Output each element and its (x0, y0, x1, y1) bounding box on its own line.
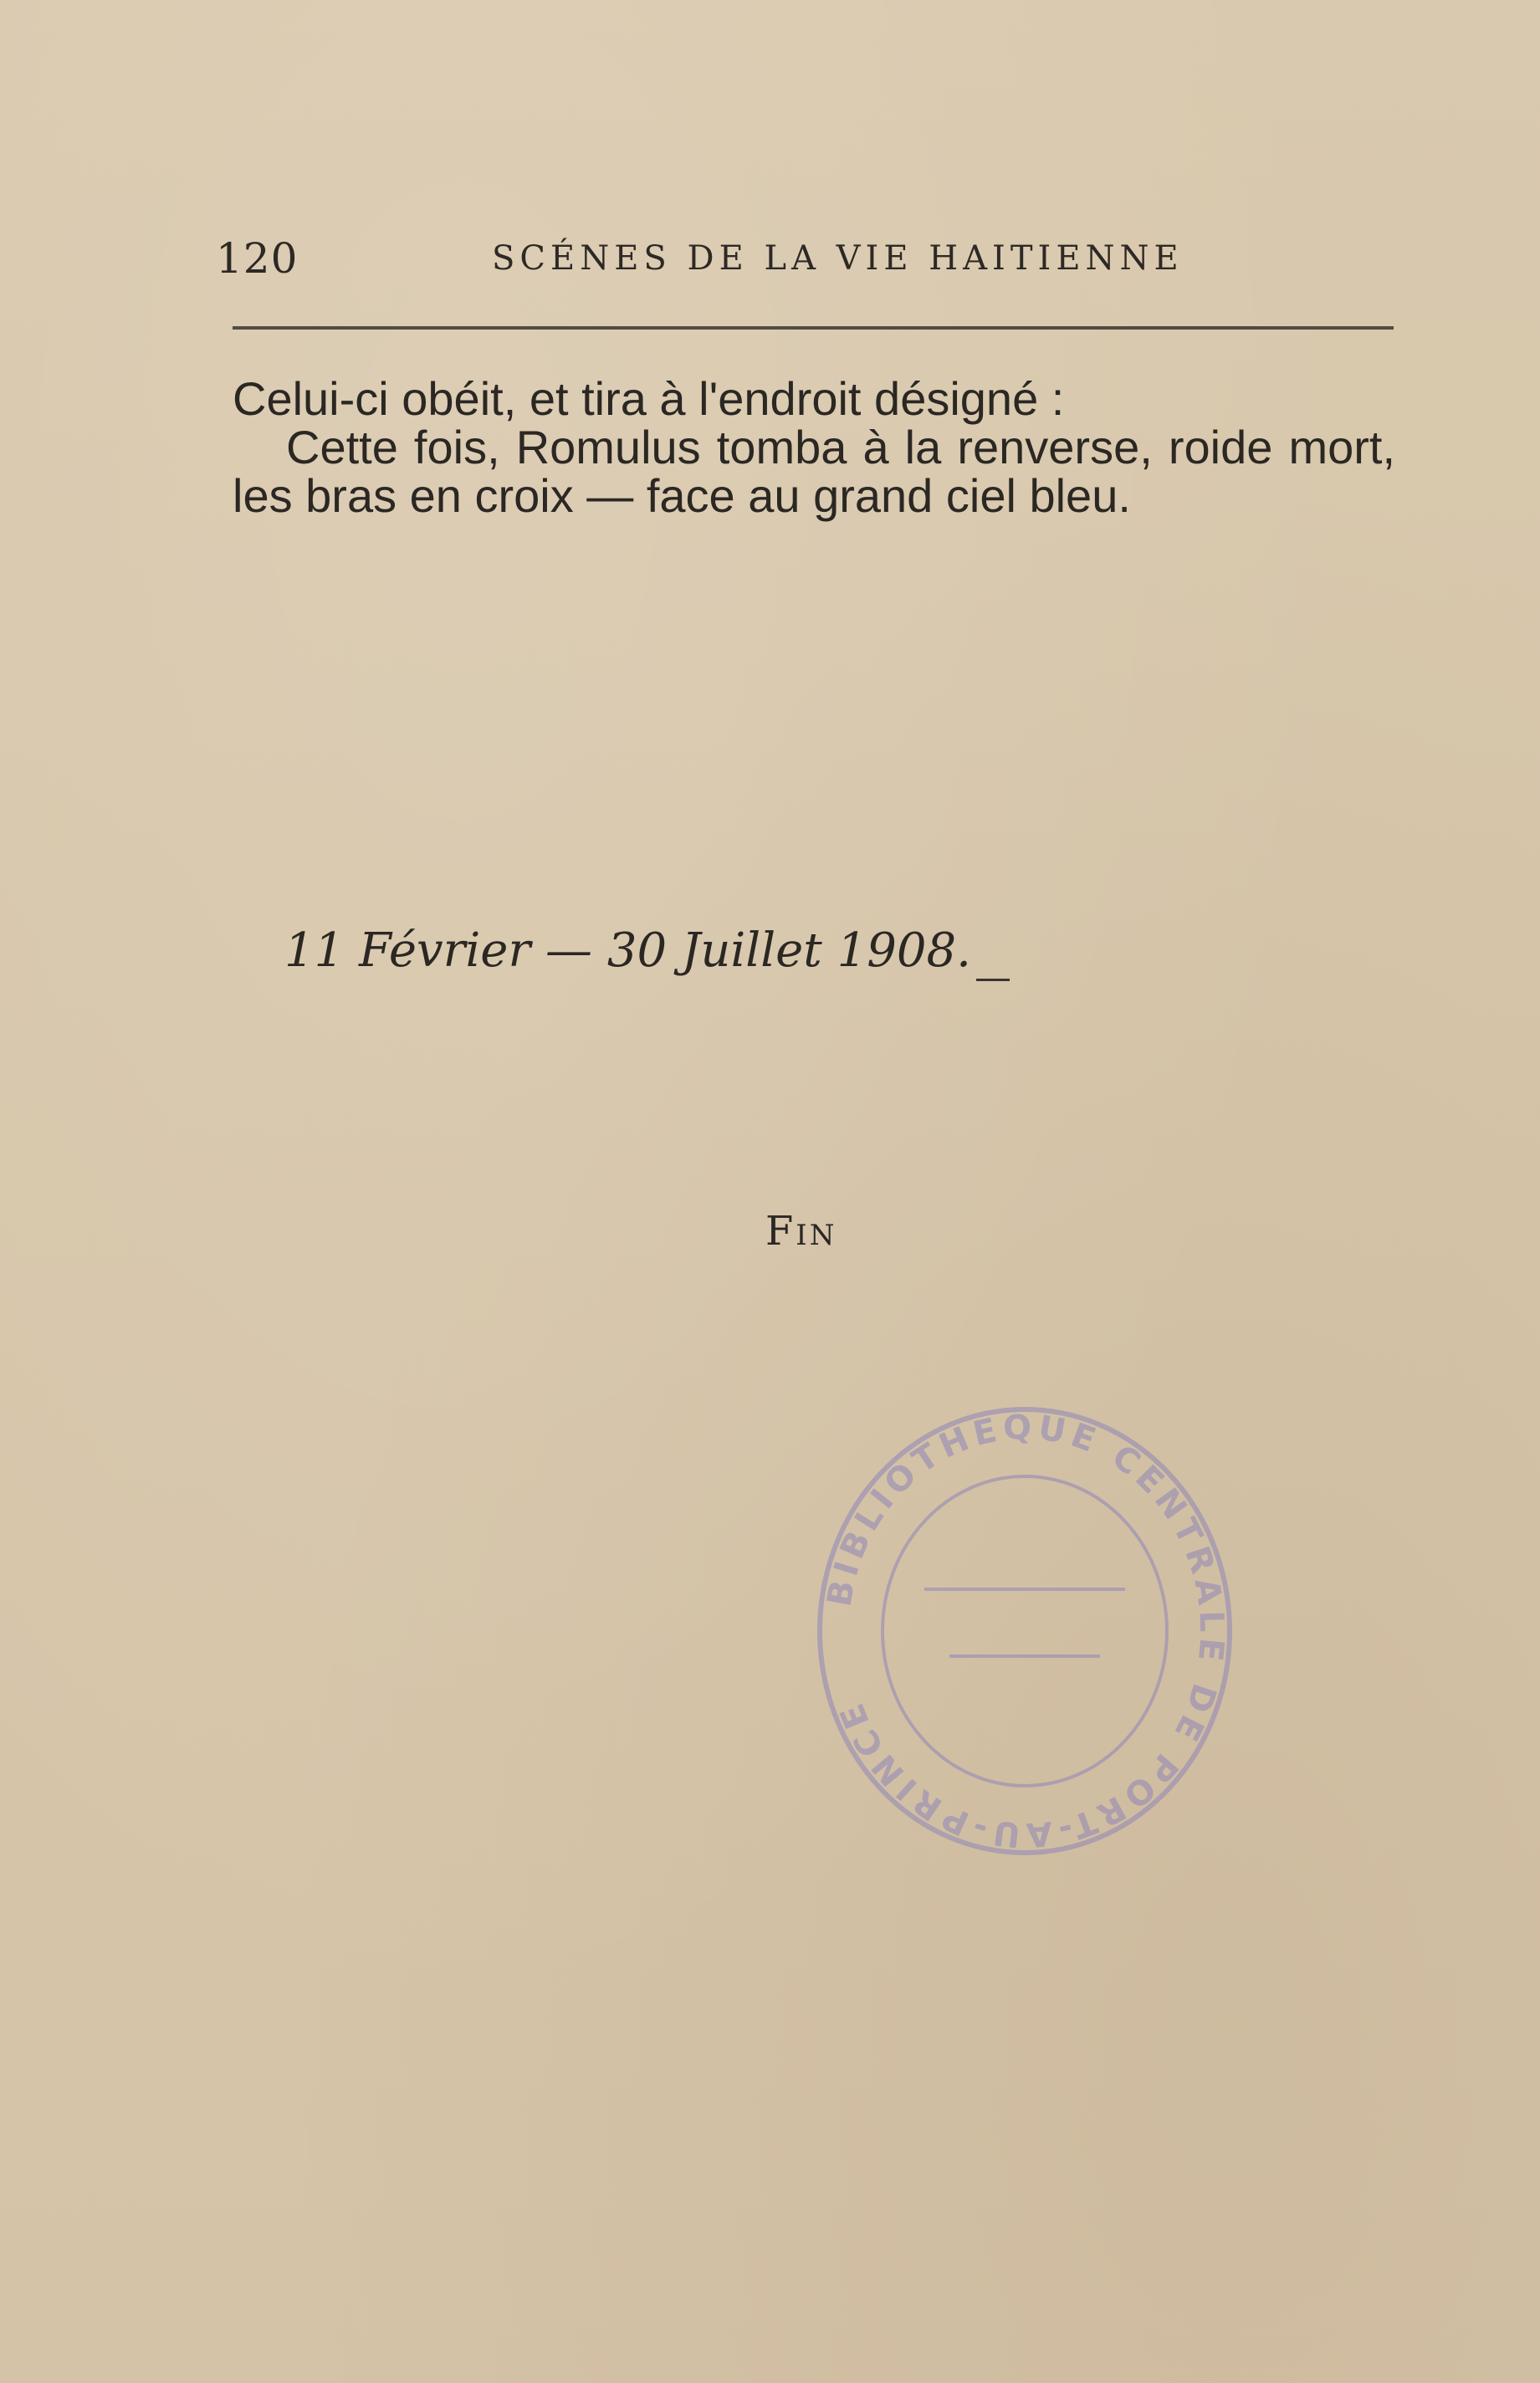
body-text (233, 372, 1395, 522)
stamp-text: BIBLIOTHÈQUE CENTRALE DE PORT-AU-PRINCE (820, 1408, 1231, 1854)
date-line (284, 923, 1010, 981)
header-rule (233, 326, 1394, 330)
completion-date: 11 Février — 30 Juillet 1908. (284, 923, 971, 978)
running-title: SCÉNES DE LA VIE HAITIENNE (492, 239, 1184, 278)
paragraph-2: Cette fois, Romulus tomba à la renverse, roide mort, les bras en croix — face au grand ciel bleu. (233, 421, 1395, 522)
fin-label: Fin (765, 1208, 837, 1255)
date-underline (976, 979, 1010, 981)
stamp-inner-ring (883, 1476, 1167, 1786)
paragraph-1: Celui-ci obéit, et tira à l'endroit désigné : (233, 372, 1065, 425)
page-number: 120 (216, 234, 299, 283)
library-stamp (799, 1388, 1251, 1857)
running-head (216, 234, 1395, 293)
